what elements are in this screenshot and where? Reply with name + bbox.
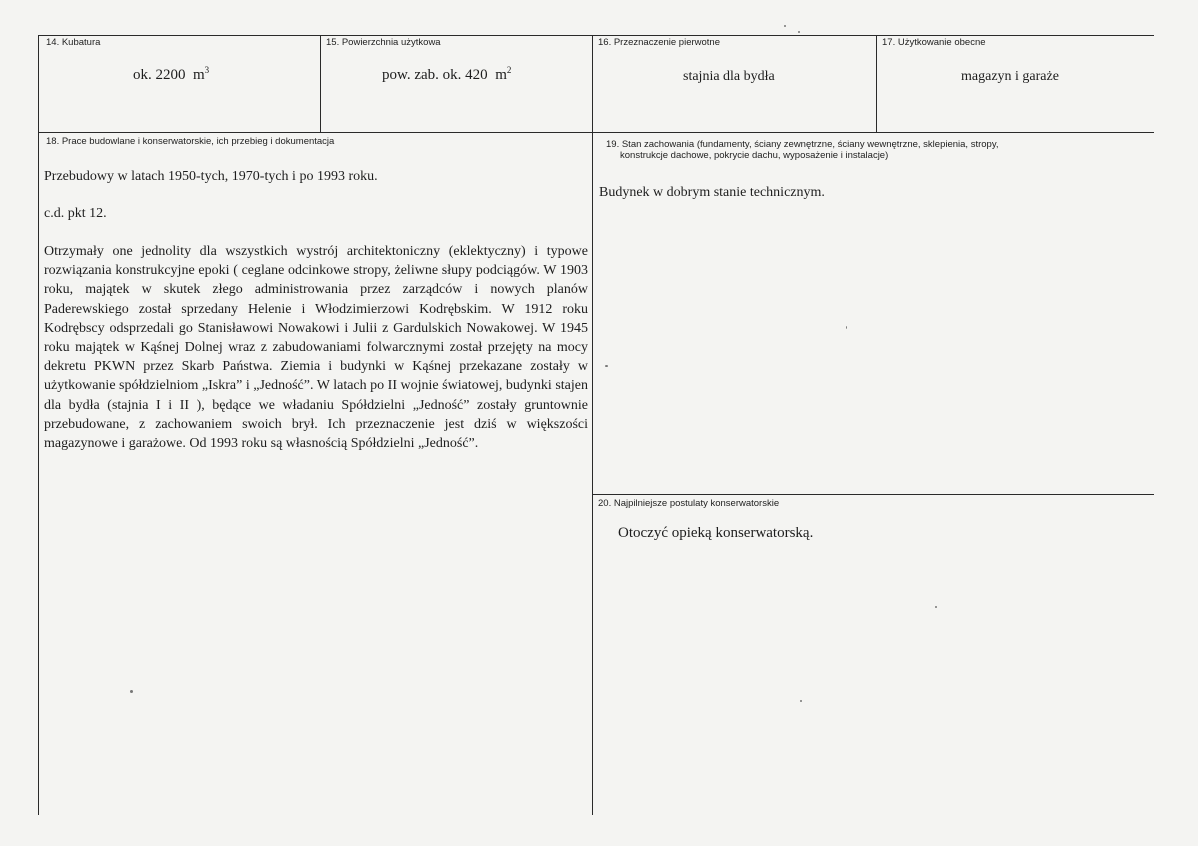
field-14-label: 14. Kubatura: [46, 37, 101, 48]
field-15-label: 15. Powierzchnia użytkowa: [326, 37, 441, 48]
row-divider-line: [38, 132, 1154, 133]
field-19-value: Budynek w dobrym stanie technicznym.: [599, 185, 825, 200]
scan-speck: [846, 326, 847, 329]
field-19-label-line1: 19. Stan zachowania (fundamenty, ściany zewnętrzne, ściany wewnętrzne, sklepienia, stropy,: [606, 139, 999, 150]
field-18-paragraph: Otrzymały one jednolity dla wszystkich wystrój architektoniczny (eklektyczny) i typowe rozwiązania konstrukcyjne epoki ( ceglane odcinkowe stropy, żeliwne słupy podciągów. W 1903 roku, majątek w skutek złego administrowania przez zarządców i nowych planów Paderewskiego został sprzedany Helenie i Włodzimierzowi Kodrębskim. W 1912 roku Kodrębscy odsprzedali go Stanisławowi Nowakowi i Julii z Gardulskich Nowakowej. W 1945 roku majątek w Kąśnej Dolnej wraz z zabudowaniami folwarcznymi został przejęty na mocy dekretu PKWN przez Skarb Państwa. Ziemia i budynki w Kąśnej przekazane zostały w użytkowanie spółdzielniom „Iskra” i „Jedność”. W latach po II wojnie światowej, budynki stajen dla bydła (stajnia I i II ), będące we władaniu Spółdzielni „Jedność” zostały gruntownie przebudowane, z zachowaniem swoich brył. Ich przeznaczenie jest dziś w większości magazynowe i garażowe. Od 1993 roku są własnością Spółdzielni „Jedność”.: [44, 244, 588, 452]
scan-speck: [130, 690, 133, 693]
left-border-line: [38, 35, 39, 815]
column-divider-line-3: [876, 35, 877, 132]
kubatura-unit: m: [193, 67, 205, 83]
right-column-divider-line: [592, 494, 1154, 495]
top-border-line: [38, 35, 1154, 36]
field-16-value: stajnia dla bydła: [683, 69, 775, 84]
field-16-label: 16. Przeznaczenie pierwotne: [598, 37, 720, 48]
field-18-label: 18. Prace budowlane i konserwatorskie, ich przebieg i dokumentacja: [46, 136, 335, 147]
field-17-label: 17. Użytkowanie obecne: [882, 37, 986, 48]
scan-speck: [800, 700, 802, 702]
field-14-value: [133, 67, 209, 84]
kubatura-exponent: 3: [204, 65, 210, 75]
column-divider-line-1: [320, 35, 321, 132]
scan-speck: [798, 31, 800, 33]
field-18-line2: c.d. pkt 12.: [44, 206, 107, 221]
field-18-line1: Przebudowy w latach 1950-tych, 1970-tych i po 1993 roku.: [44, 169, 378, 184]
field-20-label: 20. Najpilniejsze postulaty konserwatorskie: [598, 498, 780, 509]
kubatura-amount: ok. 2200: [133, 67, 186, 83]
area-exponent: 2: [506, 65, 512, 75]
field-17-value: magazyn i garaże: [961, 69, 1059, 84]
scan-speck: [935, 606, 937, 608]
field-15-value: [382, 67, 511, 84]
field-19-label-line2: konstrukcje dachowe, pokrycie dachu, wyposażenie i instalacje): [620, 150, 889, 161]
area-amount: pow. zab. ok. 420: [382, 67, 488, 83]
scan-speck: [605, 365, 608, 367]
column-divider-line-main: [592, 35, 593, 815]
field-20-value: Otoczyć opieką konserwatorską.: [618, 525, 814, 541]
scan-speck: [784, 25, 786, 27]
area-unit: m: [495, 67, 507, 83]
